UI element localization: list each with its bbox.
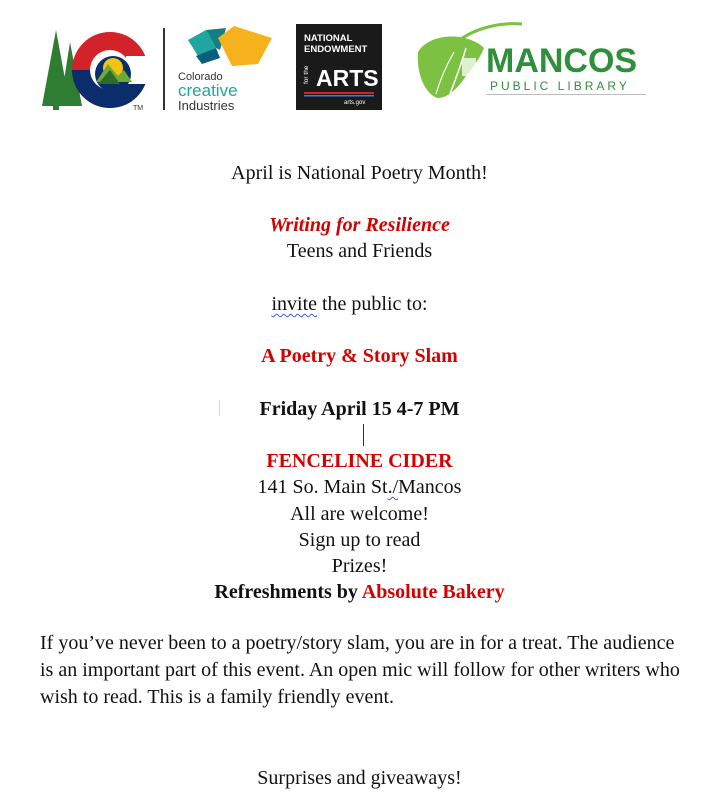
mancos-line2: PUBLIC LIBRARY	[490, 79, 630, 93]
venue-address	[0, 474, 719, 500]
text-cursor	[363, 424, 364, 446]
refreshments-line	[0, 579, 719, 605]
cci-line3: Industries	[178, 98, 235, 112]
logo-divider	[163, 28, 165, 110]
nea-logo	[296, 24, 382, 110]
event-title: A Poetry & Story Slam	[261, 345, 458, 367]
group-name: Writing for Resilience	[269, 214, 450, 236]
nea-line1: NATIONAL	[304, 33, 353, 44]
group-subtitle: Teens and Friends	[286, 240, 433, 262]
prizes-line: Prizes!	[331, 555, 388, 577]
venue-name: FENCELINE CIDER	[266, 450, 453, 472]
colorado-logo	[38, 22, 158, 114]
closing-line: Surprises and giveaways!	[257, 767, 462, 789]
nea-line2: ENDOWMENT	[304, 44, 368, 55]
invite-line	[0, 291, 709, 317]
nea-line3: for the	[303, 65, 310, 84]
invite-word: invite	[271, 293, 317, 315]
mancos-line1: MANCOS	[486, 42, 638, 80]
welcome-line: All are welcome!	[290, 503, 429, 525]
nea-line5: arts.gov	[344, 100, 366, 106]
description-paragraph: If you’ve never been to a poetry/story slam, you are in for a treat. The audience is an important part of this event. An open mic will follow for other writers who wish to read. This is a family friendly event.	[40, 632, 680, 708]
mancos-library-logo	[410, 18, 655, 104]
signup-line: Sign up to read	[298, 529, 421, 551]
event-datetime: Friday April 15 4-7 PM	[259, 398, 460, 420]
address-street: 141 So. Main St	[257, 476, 388, 498]
invite-rest: the public to:	[317, 293, 428, 315]
cci-line1: Colorado	[178, 71, 223, 83]
refreshments-vendor: Absolute Bakery	[361, 581, 505, 603]
headline: April is National Poetry Month!	[231, 162, 488, 184]
trademark-mark: TM	[133, 105, 144, 112]
cci-line2: creative	[178, 81, 238, 100]
refreshments-label: Refreshments by	[214, 581, 362, 603]
address-town: Mancos	[398, 476, 462, 498]
nea-line4: ARTS	[316, 65, 379, 91]
address-separator: ./	[387, 476, 399, 498]
colorado-creative-industries-logo	[172, 24, 278, 112]
